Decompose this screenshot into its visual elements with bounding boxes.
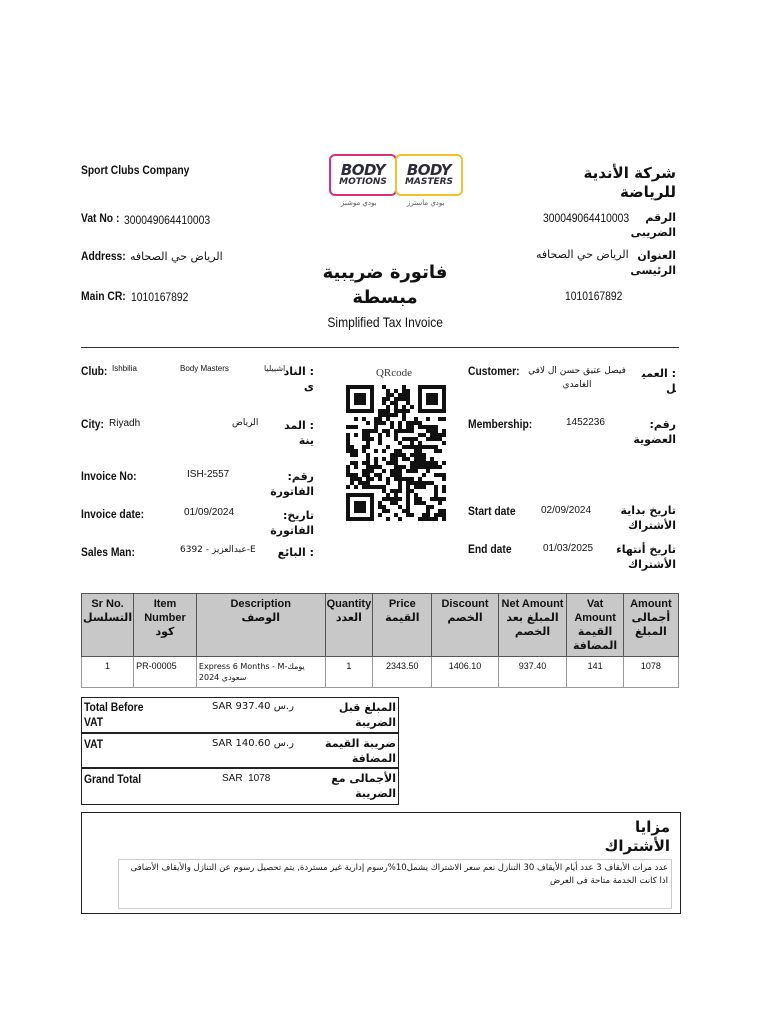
- col-quantity: Quantity العدد: [325, 594, 373, 657]
- customer-label: Customer:: [468, 364, 520, 378]
- logo-body-motions-frame: [329, 154, 397, 196]
- total-before-vat-label-ar: المبلغ قبل الضريبة: [338, 701, 396, 729]
- cell-description: Express 6 Months - M-يومك سعودي 2024: [196, 657, 325, 688]
- logo-left-sub: MOTIONS: [339, 177, 387, 187]
- cr-label: Main CR:: [81, 289, 126, 303]
- start-date-label: Start date: [468, 504, 516, 518]
- company-name-en: Sport Clubs Company: [81, 163, 190, 177]
- city-value: Riyadh: [109, 418, 141, 429]
- logo-left-word: BODY: [340, 161, 386, 179]
- total-before-vat-row: [81, 697, 399, 733]
- logo-body-masters-frame: [395, 154, 463, 196]
- sales-man-label-ar: : البائع: [277, 546, 314, 559]
- header-divider: [81, 347, 679, 348]
- start-date-label-ar: تاريخ بداية الأشتراك: [620, 504, 676, 532]
- end-date-value: 01/03/2025: [543, 543, 594, 554]
- col-amount: Amount أجمالى المبلغ: [623, 594, 678, 657]
- subscription-perks-box: [81, 812, 681, 914]
- cell-item-number: PR-00005: [134, 657, 197, 688]
- club-brand: Body Masters: [180, 364, 229, 373]
- sales-man-label: Sales Man:: [81, 545, 135, 559]
- col-sr-no: Sr No. التسلسل: [82, 594, 134, 657]
- cr-value: 1010167892: [131, 290, 189, 304]
- address-value-ar-side: الرياض حي الصحافه: [536, 248, 629, 261]
- vat-total-label: VAT: [84, 737, 104, 751]
- address-label: Address:: [81, 249, 126, 263]
- city-label: City:: [81, 417, 104, 431]
- table-header-row: [82, 594, 679, 657]
- perks-text-frame: [118, 859, 672, 909]
- club-label-ar: : النادى: [283, 365, 314, 393]
- col-price: Price القيمة: [373, 594, 432, 657]
- cell-sr-no: 1: [82, 657, 134, 688]
- city-label-ar: : المدينة: [284, 419, 314, 447]
- logo-left-ar: بودي موشنز: [341, 199, 377, 207]
- customer-value: فيصل عتيق حسن ال لافي الغامدي: [528, 366, 626, 390]
- company-name-ar: شركة الأندية للرياضة: [583, 164, 676, 201]
- cell-price: 2343.50: [373, 657, 432, 688]
- customer-label-ar: : العميل: [641, 367, 676, 395]
- membership-label-ar: رقم: العضوية: [633, 418, 676, 446]
- invoice-no-label: Invoice No:: [81, 469, 137, 483]
- invoice-date-label: Invoice date:: [81, 507, 145, 521]
- membership-label: Membership:: [468, 417, 533, 431]
- logo-right-ar: بودي ماسترز: [407, 199, 445, 207]
- logo-body-motions: [329, 154, 393, 210]
- total-before-vat-value: SAR ر.س 937.40: [212, 701, 294, 712]
- membership-value: 1452236: [566, 417, 605, 428]
- col-vat-amount: Vat Amount القيمة المضافة: [567, 594, 623, 657]
- invoice-date-value: 01/09/2024: [184, 507, 235, 518]
- grand-total-row: [81, 768, 399, 805]
- total-before-vat-label: Total Before VAT: [84, 700, 144, 729]
- cell-quantity: 1: [325, 657, 373, 688]
- cell-net-amount: 937.40: [498, 657, 567, 688]
- logo-body-masters: [395, 154, 459, 210]
- col-description: Description الوصف: [196, 594, 325, 657]
- sales-man-value: 6392 - عبدالعزيز-E: [180, 545, 256, 555]
- end-date-label: End date: [468, 542, 512, 556]
- items-table: [81, 593, 679, 688]
- logo-right-word: BODY: [406, 161, 452, 179]
- club-label: Club:: [81, 364, 108, 378]
- vat-label-ar: الرقم الضريبى: [630, 211, 676, 239]
- end-date-label-ar: تاريخ أنتهاء الأشتراك: [616, 543, 676, 571]
- invoice-title-ar: فاتورة ضريبية مبسطة: [322, 262, 448, 308]
- cell-amount: 1078: [623, 657, 678, 688]
- address-label-ar: العنوان الرئيسى: [630, 249, 676, 277]
- vat-total-label-ar: ضريبة القيمة المضافة: [325, 737, 396, 765]
- col-item-number: Item Number كود: [134, 594, 197, 657]
- city-value-ar: الرياض: [232, 418, 259, 428]
- vat-total-row: [81, 733, 399, 768]
- table-row: [82, 657, 679, 688]
- club-value-ar: اشبيليا: [264, 364, 286, 373]
- invoice-no-value: ISH-2557: [187, 469, 230, 480]
- cr-value-ar-side: 1010167892: [565, 289, 623, 303]
- perks-title: مزايا الأشتراك: [604, 818, 670, 855]
- invoice-title-en: Simplified Tax Invoice: [327, 314, 443, 330]
- qr-label: QRcode: [375, 367, 413, 379]
- grand-total-label-ar: الأجمالى مع الضريبة: [331, 772, 396, 800]
- col-discount: Discount الخصم: [432, 594, 498, 657]
- cell-vat-amount: 141: [567, 657, 623, 688]
- vat-value-ar-side: 300049064410003: [543, 211, 630, 225]
- start-date-value: 02/09/2024: [541, 505, 592, 516]
- address-value: الرياض حي الصحافه: [130, 250, 223, 263]
- cell-discount: 1406.10: [432, 657, 498, 688]
- vat-value: 300049064410003: [124, 213, 211, 227]
- vat-total-value: SAR ر.س 140.60: [212, 738, 294, 749]
- grand-total-value: SAR 1078: [222, 773, 271, 784]
- grand-total-label: Grand Total: [84, 772, 142, 786]
- vat-label: Vat No :: [81, 211, 120, 225]
- logo-right-sub: MASTERS: [404, 177, 454, 187]
- qr-code-image: [346, 385, 446, 521]
- club-value: Ishbilia: [112, 364, 137, 373]
- perks-text: عدد مرات الأيقاف 3 عدد أيام الأيقاف 30 التنازل نعم سعر الاشتراك يشمل10%رسوم إدارية غير مستردة, يتم تحصيل رسوم عن التنازل والأيقاف الأضافى اذا كانت الخدمة متاحة فى العرض: [130, 863, 668, 886]
- invoice-no-label-ar: رقم: الفاتورة: [270, 470, 314, 498]
- col-net-amount: Net Amount المبلغ بعد الخصم: [498, 594, 567, 657]
- invoice-date-label-ar: تاريخ: الفاتورة: [270, 509, 314, 537]
